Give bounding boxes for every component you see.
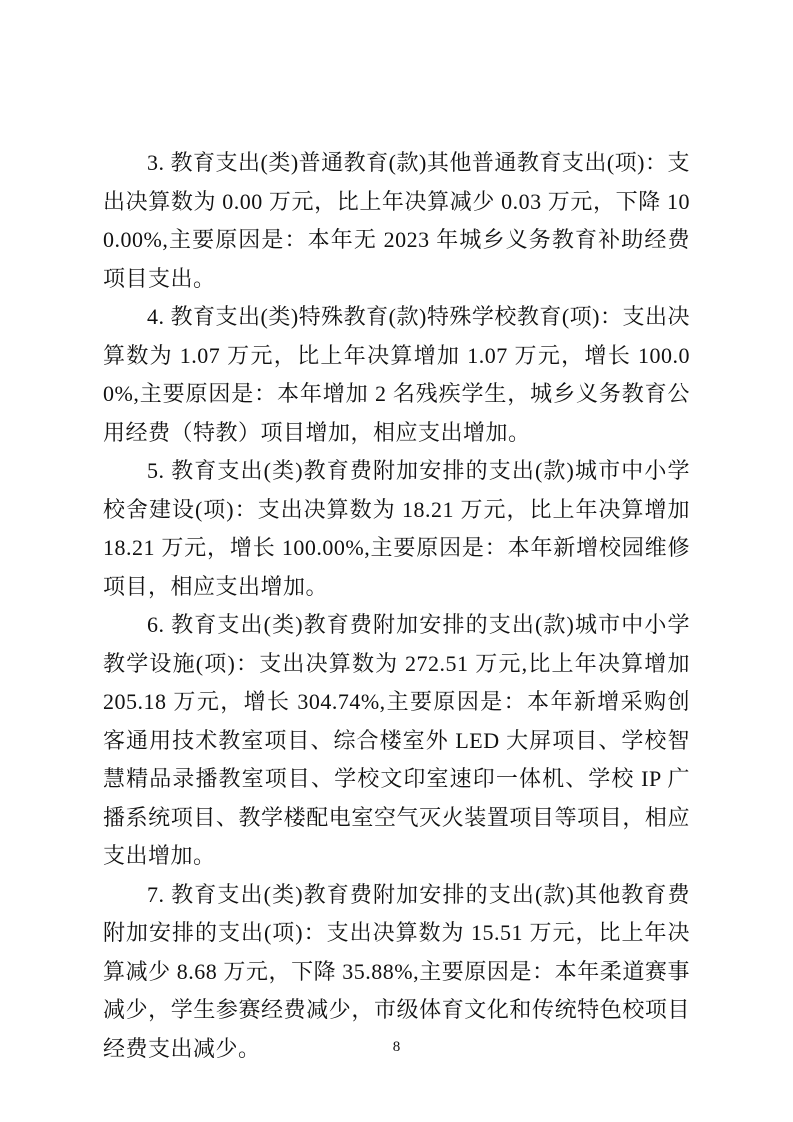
paragraph-item-3: 3. 教育支出(类)普通教育(款)其他普通教育支出(项)：支出决算数为 0.00 万元，比上年决算减少 0.03 万元，下降 100.00%,主要原因是：本年无 2023 年城乡义务教育补助经费项目支出。 xyxy=(103,150,690,291)
page-number: 8 xyxy=(392,1039,401,1055)
document-body xyxy=(103,144,690,1068)
paragraph-item-4: 4. 教育支出(类)特殊教育(款)特殊学校教育(项)：支出决算数为 1.07 万元，比上年决算增加 1.07 万元，增长 100.00%,主要原因是：本年增加 2 名残疾学生，城乡义务教育公用经费（特教）项目增加，相应支出增加。 xyxy=(103,304,690,445)
paragraph-item-7: 7. 教育支出(类)教育费附加安排的支出(款)其他教育费附加安排的支出(项)：支出决算数为 15.51 万元，比上年决算减少 8.68 万元，下降 35.88%,主要原因是：本年柔道赛事减少，学生参赛经费减少，市级体育文化和传统特色校项目经费支出减少。 xyxy=(103,881,690,1061)
page-footer xyxy=(0,1038,793,1056)
paragraph-item-5: 5. 教育支出(类)教育费附加安排的支出(款)城市中小学校舍建设(项)：支出决算数为 18.21 万元，比上年决算增加 18.21 万元，增长 100.00%,主要原因是：本年新增校园维修项目，相应支出增加。 xyxy=(103,458,690,599)
paragraph-item-6: 6. 教育支出(类)教育费附加安排的支出(款)城市中小学教学设施(项)：支出决算数为 272.51 万元,比上年决算增加 205.18 万元，增长 304.74%,主要原因是：本年新增采购创客通用技术教室项目、综合楼室外 LED 大屏项目、学校智慧精品录播教室项目、学校文印室速印一体机、学校 IP 广播系统项目、教学楼配电室空气灭火装置项目等项目，相应支出增加。 xyxy=(103,612,690,868)
